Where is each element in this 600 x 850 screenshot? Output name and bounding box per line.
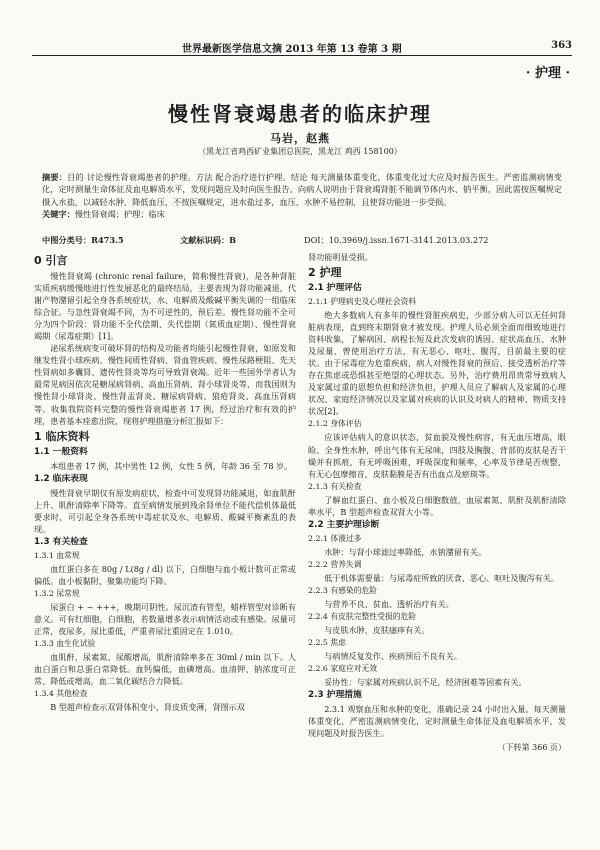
clc-value: R473.5 — [91, 235, 124, 245]
running-header — [32, 40, 572, 54]
diagnosis-1-paragraph: 水肿：与肾小球滤过率降低，水钠潴留有关。 — [324, 546, 487, 557]
section-1-2-heading: 1.2 临床表现 — [34, 473, 88, 484]
page-number: 363 — [551, 40, 572, 51]
section-1-3-1-heading: 1.3.1 血常规 — [34, 550, 80, 560]
diagnosis-2-paragraph: 低于机体需要量：与尿毒症所致的厌食、恶心、呕吐及腹泻有关。 — [324, 572, 559, 583]
journal-title: 世界最新医学信息文摘 2013 年第 13 卷第 3 期 — [182, 44, 402, 55]
section-1-1-heading: 1.1 一般资料 — [34, 446, 88, 457]
doc-code-label: 文献标识码： — [180, 235, 230, 245]
diagnosis-5-paragraph: 与病情反复发作、疾病预后不良有关。 — [324, 650, 462, 661]
section-1-3-4-heading: 1.3.4 其他检查 — [34, 689, 88, 699]
body-assessment-paragraph: 应该评估病人的意识状态，贫血貌及慢性病容，有无血压增高，眼睑、全身性水肿，呼出气体有无尿味，四肢及胸腹、背部的皮肤是否干燥并有抓痕，有无呼吸困难，呼吸深度和频率，心率及节律是否规整，有无心包摩擦音，皮肤黏膜是否有出血点及瘀斑等。 — [308, 432, 566, 479]
section-2-1-1-heading: 2.1.1 护理病史及心理社会资料 — [308, 297, 417, 307]
section-2-2-4-heading: 2.2.4 有皮肤完整性受损的危险 — [308, 611, 417, 621]
doi-label: DOI： — [304, 235, 329, 245]
keywords: 慢性肾衰竭；护理；临床 — [74, 209, 165, 220]
section-2-2-heading: 2.2 主要护理诊断 — [308, 519, 380, 530]
diagnosis-3-paragraph: 与营养不良、贫血、透析治疗有关。 — [324, 598, 454, 609]
header-rule — [32, 55, 572, 56]
section-1-3-3-heading: 1.3.3 血生化试验 — [34, 639, 96, 649]
intro-paragraph-1: 慢性肾衰竭 (chronic renal failure，简称慢性肾衰)，是各种肾脏实质疾病缓慢地进行性发展恶化的最终结局，主要表现为肾功能减退，代谢产物潴留引起全身各系统症状，水、电解质及酸碱平衡失调的一组临床综合征。与急性肾衰竭不同，为不可逆性的，预后差。慢性肾功能不全可分为四个阶段：肾功能不全代偿期、失代偿期（氮质血症期）、慢性肾衰竭期（尿毒症期）[1]。 — [34, 271, 296, 342]
keywords-label: 关键字： — [42, 209, 75, 220]
doc-code-value: B — [229, 235, 237, 245]
abstract-label: 摘要： — [42, 172, 68, 182]
section-2-2-1-heading: 2.2.1 体液过多 — [308, 533, 362, 543]
section-2-1-3-heading: 2.1.3 有关检查 — [308, 481, 362, 491]
biochemistry-paragraph: 血肌酐、尿素氮、尿酸增高，肌酐清除率多在 30ml / min 以下。人血白蛋白和总蛋白常降低。血钙偏低，血磷增高。血清钾、钠浓度可正常、降低或增高，血二氧化碳结合力降低。 — [34, 652, 296, 687]
continued-paragraph: 肾功能明显受损。 — [308, 252, 373, 262]
abstract — [42, 171, 562, 221]
clinical-manifestation-paragraph: 慢性肾衰早期仅有原发病症状，检查中可发现肾功能减退，如血肌酐上升、肌酐清除率下降等。直至病情发展到残余肾单位不能代偿机体最低要求时，可引起全身各系统中毒症状及水、电解质、酸碱平衡紊乱的表现。 — [34, 487, 296, 534]
section-2-3-heading: 2.3 护理措施 — [308, 690, 362, 701]
section-2-2-5-heading: 2.2.5 焦虑 — [308, 637, 346, 647]
section-2-2-2-heading: 2.2.2 营养失调 — [308, 559, 362, 569]
diagnosis-6-paragraph: 妥协性：与家属对疾病认识不足，经济困难等因素有关。 — [324, 676, 527, 687]
measure-1-paragraph: 2.3.1 观察血压和水肿的变化，准确记录 24 小时出入量。每天测量体重变化，严密监测病情变化，定时测量生命体征及血电解质水平，发现问题及时报告医生。 — [308, 704, 566, 739]
diagnosis-4-paragraph: 与皮肤水肿、皮肤瘙痒有关。 — [324, 624, 430, 635]
section-2-2-6-heading: 2.2.6 家庭应对无效 — [308, 663, 378, 673]
blood-routine-paragraph: 血红蛋白多在 80g / L(8g / dl) 以下，白细胞与血小板计数可正常或偏低。血小板黏附、聚集功能均下降。 — [34, 563, 296, 586]
general-data-paragraph: 本组患者 17 例，其中男性 12 例，女性 5 例，年龄 36 至 78 岁。 — [50, 460, 293, 471]
right-column — [308, 251, 566, 754]
doi-value: 10.3969/j.issn.1671-3141.2013.03.272 — [328, 235, 489, 245]
section-2-1-2-heading: 2.1.2 身体评估 — [308, 419, 362, 429]
classification-line — [42, 234, 562, 246]
abstract-text: 目的 讨论慢性肾衰竭患者的护理。方法 配合治疗进行护理。结论 每天测量体重变化，体重变化过大应及时报告医生。严密监测病情变化，定时测量生命体征及血电解质水平，发现问题应及时向医生报告。向病人说明由于肾衰竭肾脏不能调节体内水、钠平衡，因此需按医嘱规定摄入水盐，以减轻水肿、降低血压，不按医嘱规定，进水盐过多，血压、水肿不易控制，且使肾功能进一步受损。 — [42, 172, 562, 207]
section-0-heading: 0 引言 — [34, 254, 68, 267]
section-1-3-heading: 1.3 有关检查 — [34, 536, 88, 547]
urine-routine-paragraph: 尿蛋白 + ~ +++，晚期可阴性。尿沉渣有管型，蜡样管型对诊断有意义。可有红细胞，白细胞，若数量增多表示病情活动或有感染。尿量可正常，夜尿多，尿比重低，严重者尿比重固定在 1.010。 — [34, 601, 296, 637]
clc-label: 中图分类号： — [42, 235, 92, 245]
related-exam-paragraph: 了解血红蛋白、血小板及白细胞数值，血尿素氮、肌酐及肌酐清除率水平，B 型超声检查双肾大小等。 — [308, 494, 566, 517]
author-affiliation: （黑龙江省鸡西矿业集团总医院，黑龙江 鸡西 158100） — [198, 147, 402, 156]
section-1-3-2-heading: 1.3.2 尿常规 — [34, 588, 80, 598]
history-paragraph: 绝大多数病人有多年的慢性肾脏疾病史，少部分病人可以无任何肾脏病表现，直到终末期肾衰才被发现。护理人员必须全面而细致地进行资料收集，了解病因、病程长短及此次发病的诱因、症状高血压、水肿及尿量、曾使用治疗方法，有无恶心、呕吐、腹泻，目前最主要的症状。由于尿毒症为危重疾病，病人对慢性肾衰的预后、接受透析治疗等存在焦虑或恐惧甚至绝望的心理状态。另外，治疗费用昂贵常导致病人及家属过重的思想负担和经济负担，护理人员应了解病人及家属的心理状况、家庭经济情况以及家属对疾病的认识及对病人的精神、物质支持状况[2]。 — [308, 310, 566, 417]
article-authors: 马岩，赵燕 — [270, 132, 330, 145]
intro-paragraph-2: 泌尿系统病变可破坏肾的结构及功能者均能引起慢性肾衰，如原发和继发性肾小球疾病、慢性间质性肾病、肾血管疾病、慢性尿路梗阻、先天性肾病如多囊肾、遗传性肾炎等均可导致肾衰竭。近年一些国外学者认为最常见病因依次是糖尿病肾病、高血压肾病、肾小球肾炎等，而我国则为慢性肾小球肾炎、慢性肾盂肾炎、糖尿病肾病、狼疮肾炎、高血压肾病等。收集我院资料完整的慢性肾衰竭患者 17 例，经过治疗和有效的护理，患者基本痊愈出院，现将护理措施分析汇报如下： — [34, 343, 296, 426]
section-2-2-3-heading: 2.2.3 有感染的危险 — [308, 585, 378, 595]
article-title: 慢性肾衰竭患者的临床护理 — [168, 102, 432, 126]
section-2-1-heading: 2.1 护理评估 — [308, 283, 362, 294]
section-tag: · 护理 · — [525, 66, 570, 81]
section-2-heading: 2 护理 — [308, 266, 342, 280]
left-column — [34, 251, 296, 713]
continued-on-note: （下转第 366 页） — [497, 743, 566, 753]
section-1-heading: 1 临床资料 — [34, 429, 90, 443]
other-exam-paragraph: B 型超声检查示双肾体积变小，肾皮质变薄，肾图示双 — [50, 702, 245, 713]
